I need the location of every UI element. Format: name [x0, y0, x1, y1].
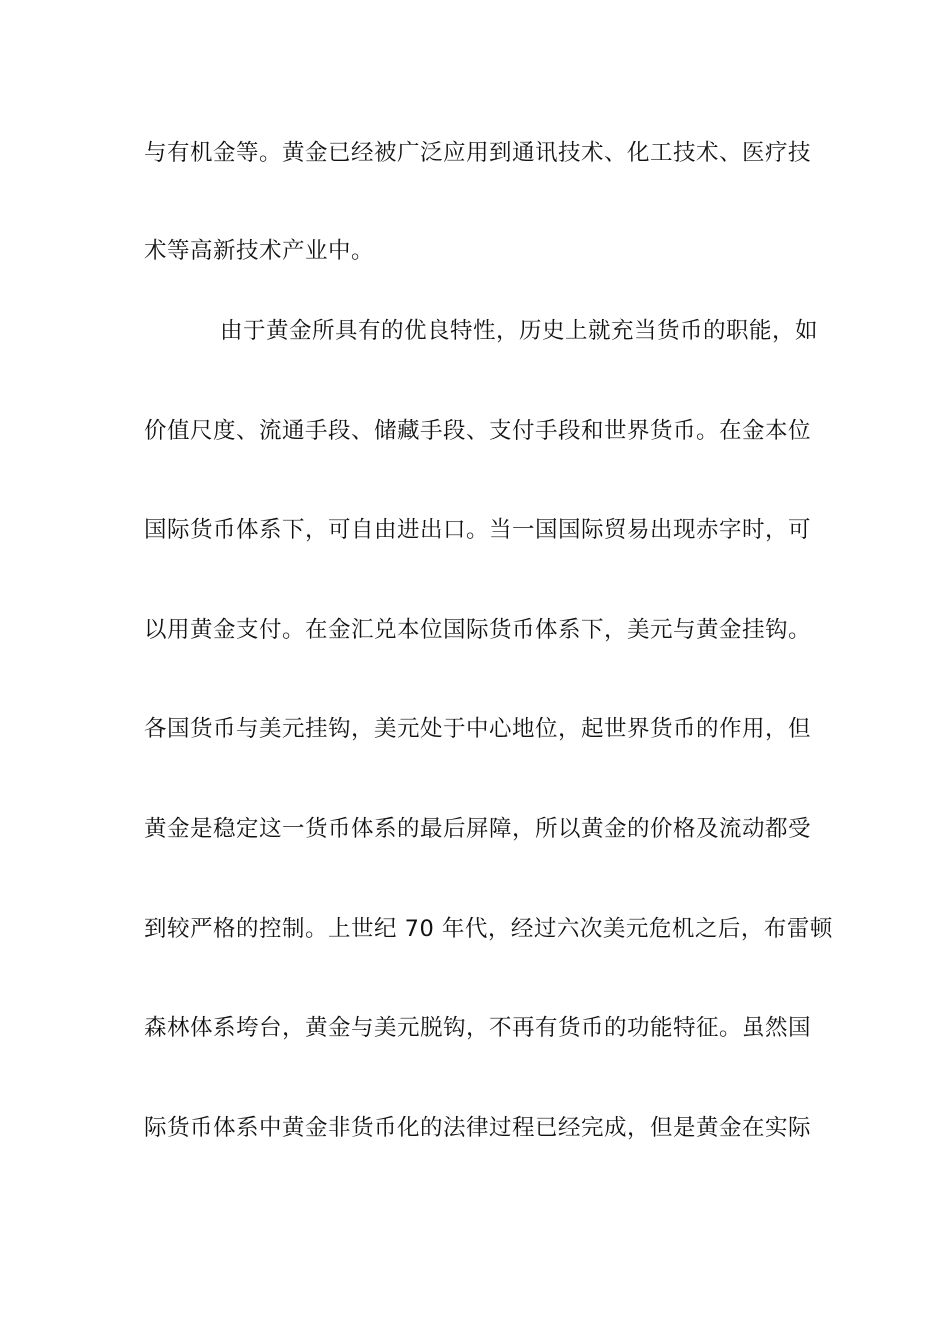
text-line: 术等高新技术产业中。 [144, 238, 375, 264]
text-line: 国际货币体系下，可自由进出口。当一国国际贸易出现赤字时，可 [144, 517, 812, 543]
text-line: 森林体系垮台，黄金与美元脱钩，不再有货币的功能特征。虽然国 [144, 1015, 812, 1041]
text-line: 到较严格的控制。上世纪 70 年代，经过六次美元危机之后，布雷顿 [144, 916, 833, 942]
text-line: 际货币体系中黄金非货币化的法律过程已经完成，但是黄金在实际 [144, 1115, 812, 1141]
text-line: 黄金是稳定这一货币体系的最后屏障，所以黄金的价格及流动都受 [144, 816, 812, 842]
text-line: 各国货币与美元挂钩，美元处于中心地位，起世界货币的作用，但 [144, 716, 812, 742]
text-line: 价值尺度、流通手段、储藏手段、支付手段和世界货币。在金本位 [144, 418, 812, 444]
paragraph-first-line: 由于黄金所具有的优良特性，历史上就充当货币的职能，如 [220, 318, 819, 344]
text-line: 与有机金等。黄金已经被广泛应用到通讯技术、化工技术、医疗技 [144, 140, 812, 166]
text-line: 以用黄金支付。在金汇兑本位国际货币体系下，美元与黄金挂钩。 [144, 617, 812, 643]
